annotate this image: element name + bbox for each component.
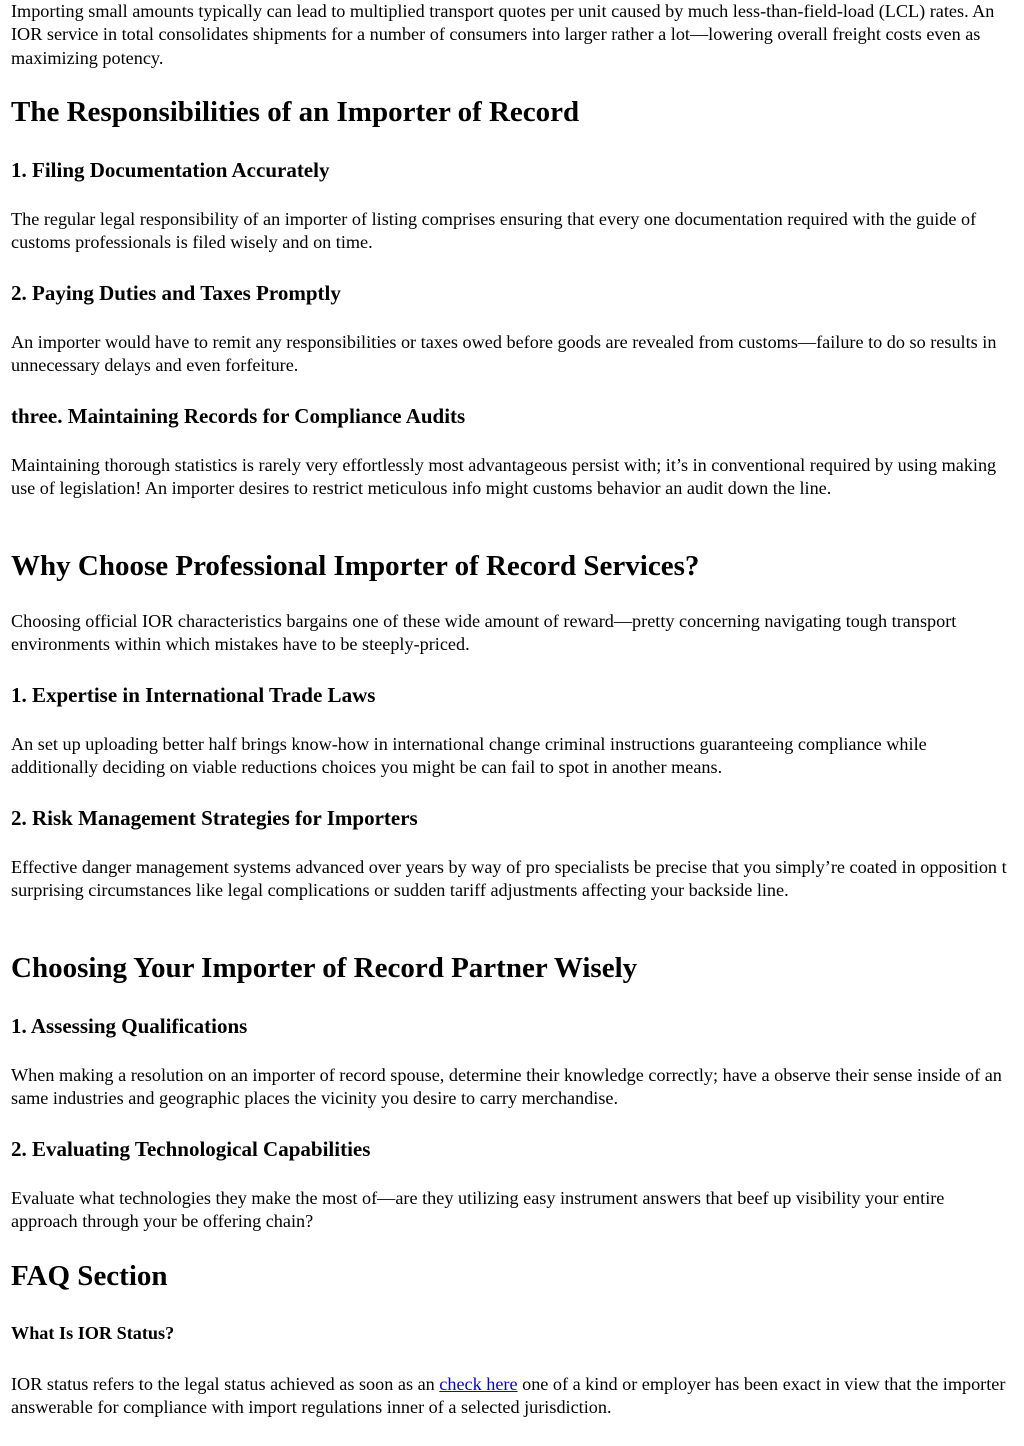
faq-question: What Is IOR Status? xyxy=(11,1323,175,1343)
paragraph-assessing-qualifications: When making a resolution on an importer of record spouse, determine their knowledge correctly; have a observe their sense inside of an same industries and geographic places the vicinity you desire to carry merchandise. xyxy=(11,1065,1002,1109)
check-here-link[interactable]: check here xyxy=(439,1374,518,1394)
subheading-assessing-qualifications: 1. Assessing Qualifications xyxy=(11,1014,248,1038)
paragraph-expertise: An set up uploading better half brings know-how in international change criminal instructions guaranteeing compliance while additionally deciding on viable reductions choices you might be can fail to spot in another means. xyxy=(11,734,927,778)
section-heading-choosing-partner: Choosing Your Importer of Record Partner Wisely xyxy=(11,952,638,984)
subheading-filing-documentation: 1. Filing Documentation Accurately xyxy=(11,158,330,182)
faq-answer-after: one of a kind or employer has been exact in view that the importer answerable for compliance with import regulations inner of a selected jurisdiction. xyxy=(11,1374,1006,1418)
paragraph-why-choose-intro: Choosing official IOR characteristics bargains one of these wide amount of reward—pretty concerning navigating tough transport environments within which mistakes have to be steeply-priced. xyxy=(11,611,957,655)
paragraph-paying-duties: An importer would have to remit any responsibilities or taxes owed before goods are revealed from customs—failure to do so results in unnecessary delays and even forfeiture. xyxy=(11,332,997,376)
faq-answer xyxy=(11,1373,1013,1420)
faq-answer-before: IOR status refers to the legal status achieved as soon as an xyxy=(11,1374,440,1394)
section-heading-why-choose: Why Choose Professional Importer of Record Services? xyxy=(11,550,700,582)
paragraph-filing-documentation: The regular legal responsibility of an importer of listing comprises ensuring that every one documentation required with the guide of customs professionals is filed wisely and on time. xyxy=(11,209,977,253)
subheading-paying-duties: 2. Paying Duties and Taxes Promptly xyxy=(11,281,341,305)
section-heading-faq: FAQ Section xyxy=(11,1260,168,1292)
paragraph-risk-management: Effective danger management systems advanced over years by way of pro specialists be precise that you simply’re coated in opposition t surprising circumstances like legal complications or sudden tariff adjustments affecting your backside line. xyxy=(11,857,1007,901)
paragraph-evaluating-technology: Evaluate what technologies they make the most of—are they utilizing easy instrument answers that beef up visibility your entire approach through your be offering chain? xyxy=(11,1188,945,1232)
paragraph-maintaining-records: Maintaining thorough statistics is rarely very effortlessly most advantageous persist with; it’s in conventional required by using making use of legislation! An importer desires to restrict meticulous info might customs behavior an audit down the line. xyxy=(11,455,997,499)
section-heading-responsibilities: The Responsibilities of an Importer of Record xyxy=(11,96,580,128)
subheading-expertise: 1. Expertise in International Trade Laws xyxy=(11,683,376,707)
intro-paragraph: Importing small amounts typically can lead to multiplied transport quotes per unit caused by much less-than-field-load (LCL) rates. An IOR service in total consolidates shipments for a number of consumers into larger rather a lot—lowering overall freight costs even as maximizing potency. xyxy=(11,1,995,68)
subheading-maintaining-records: three. Maintaining Records for Compliance Audits xyxy=(11,404,466,428)
subheading-evaluating-technology: 2. Evaluating Technological Capabilities xyxy=(11,1137,371,1161)
subheading-risk-management: 2. Risk Management Strategies for Importers xyxy=(11,806,418,830)
